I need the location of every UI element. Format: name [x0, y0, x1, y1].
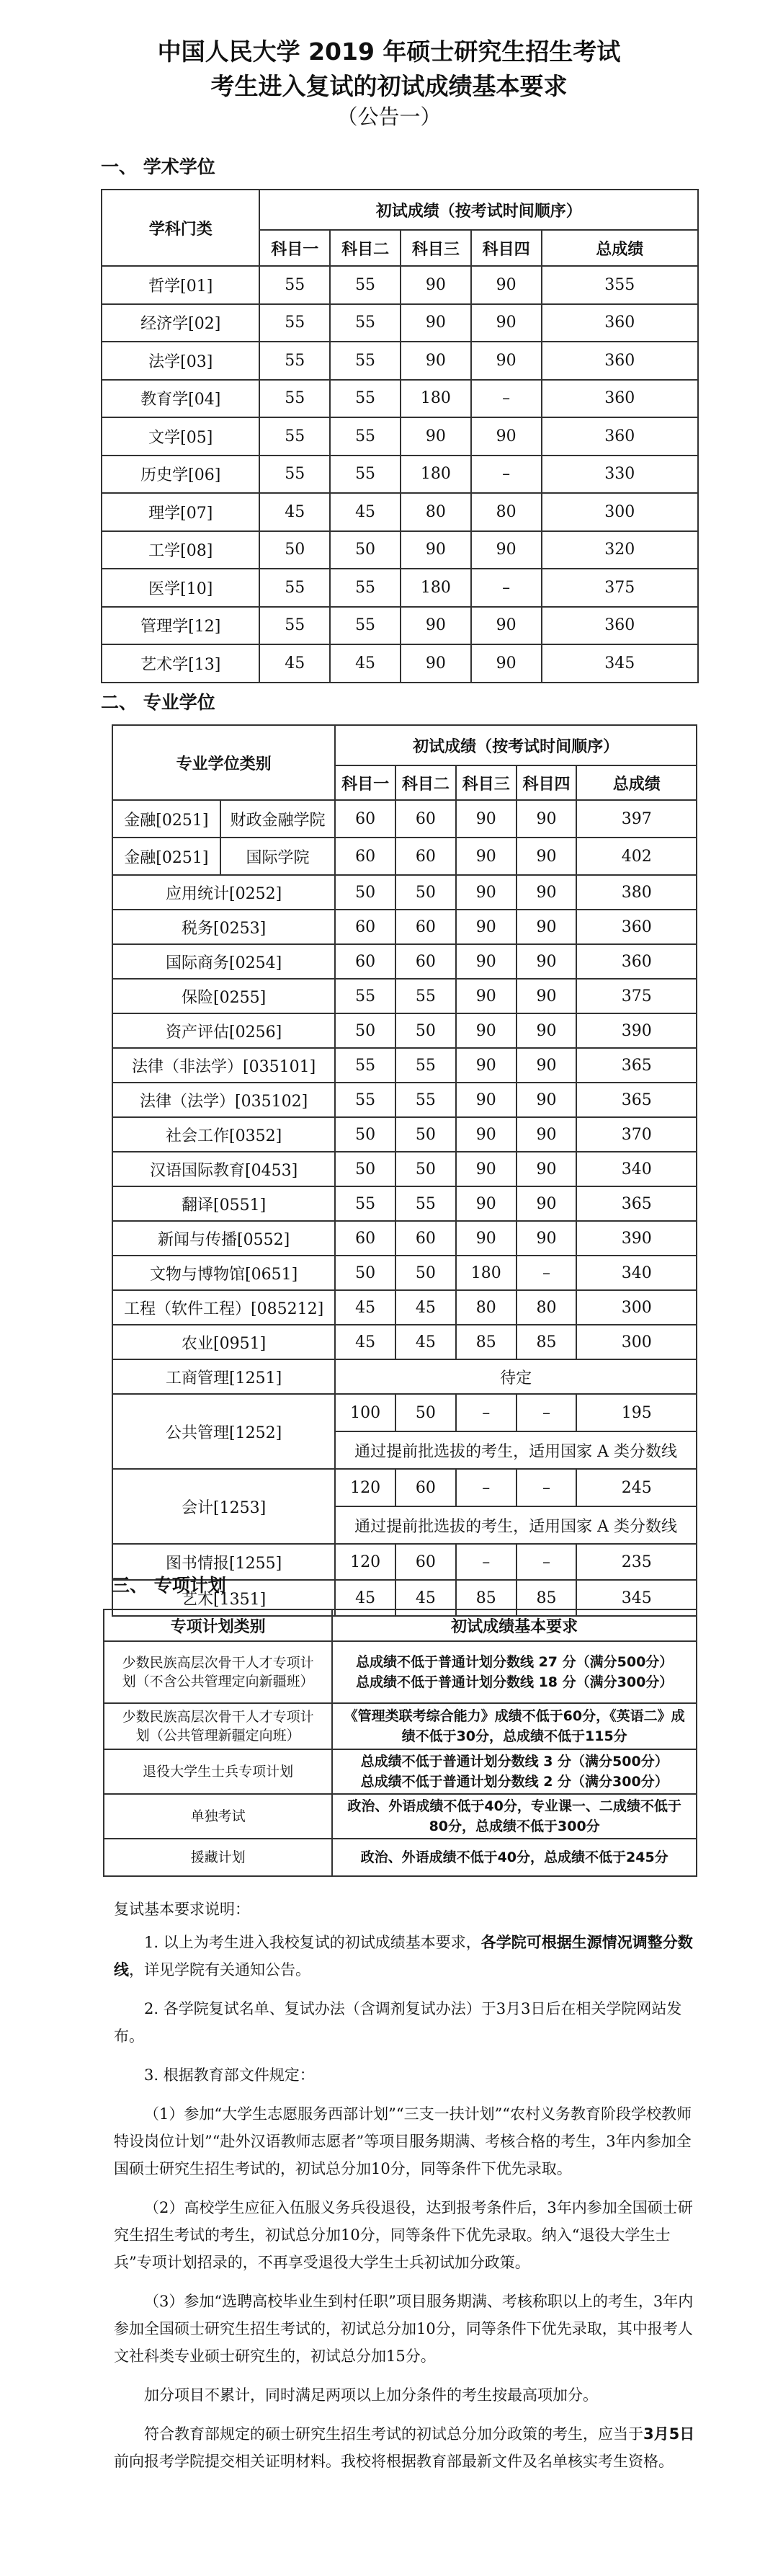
cell-s2: 45	[395, 1580, 456, 1616]
section-1-heading: 一、 学术学位	[101, 156, 215, 177]
cell-s3: 90	[401, 304, 471, 342]
cell-plan-requirement	[332, 1749, 697, 1794]
cell-s2: 60	[395, 1544, 456, 1580]
cell-s3: 90	[456, 1152, 517, 1186]
cell-category: 管理学[12]	[102, 607, 259, 645]
cell-s3: 180	[401, 380, 471, 418]
note-3: 3. 根据教育部文件规定：	[144, 2066, 315, 2084]
cell-s4: –	[517, 1544, 577, 1580]
table-row	[112, 1013, 697, 1048]
cell-s1: 100	[335, 1394, 395, 1431]
cell-s2: 55	[330, 607, 401, 645]
cell-s2: 60	[395, 800, 456, 838]
cell-category: 农业[0951]	[112, 1325, 335, 1359]
cell-category: 文物与博物馆[0651]	[112, 1256, 335, 1290]
cell-category: 工商管理[1251]	[112, 1359, 335, 1394]
table-row	[112, 838, 697, 875]
table-row	[112, 1152, 697, 1186]
note-6: （3）参加“选聘高校毕业生到村任职”项目服务期满、考核称职以上的考生，3年内参加全国硕士研究生招生考试的，初试总分加10分，同等条件下优先录取，其中报考人文社科类专业硕士研究生的，初试总分加15分。	[114, 2293, 694, 2365]
cell-s3: 90	[456, 979, 517, 1013]
cell-total: 390	[576, 1013, 697, 1048]
cell-s2: 55	[330, 304, 401, 342]
cell-s4: –	[471, 456, 542, 494]
cell-total: 365	[576, 1083, 697, 1117]
cell-s2: 60	[395, 838, 456, 875]
cell-s2: 50	[395, 1256, 456, 1290]
table-row	[102, 493, 698, 531]
cell-s1: 55	[335, 1048, 395, 1083]
cell-pending: 待定	[335, 1359, 697, 1394]
notes	[114, 1896, 697, 2487]
cell-s3: 180	[456, 1256, 517, 1290]
requirement-line: 政治、外语成绩不低于40分，专业课一、二成绩不低于80分，总成绩不低于300分	[347, 1798, 681, 1834]
cell-category: 工学[08]	[102, 531, 259, 569]
table-row	[104, 1839, 697, 1876]
table-row	[112, 1048, 697, 1083]
note-5: （2）高校学生应征入伍服义务兵役退役，达到报考条件后，3年内参加全国硕士研究生招生考试的考生，初试总分加10分，同等条件下优先录取。纳入“退役大学生士兵”专项计划招录的，不再享受退役大学生士兵初试加分政策。	[114, 2199, 693, 2271]
cell-category: 金融[0251]	[112, 838, 220, 875]
cell-s3: 90	[456, 800, 517, 838]
table-row	[112, 800, 697, 838]
cell-s3: 90	[456, 944, 517, 979]
table-row	[104, 1641, 697, 1703]
cell-s1: 50	[259, 531, 330, 569]
cell-s1: 45	[335, 1580, 395, 1616]
cell-s4: 85	[517, 1580, 577, 1616]
cell-s1: 60	[335, 838, 395, 875]
requirement-line: 总成绩不低于普通计划分数线 2 分（满分300分）	[360, 1774, 669, 1790]
table-row	[112, 1325, 697, 1359]
cell-s2: 60	[395, 1469, 456, 1506]
cell-s1: 50	[335, 875, 395, 910]
cell-total: 300	[576, 1325, 697, 1359]
note-8	[114, 2420, 697, 2475]
table-row	[112, 875, 697, 910]
cell-s2: 55	[330, 266, 401, 304]
cell-s4: –	[471, 380, 542, 418]
cell-s3: 90	[456, 1117, 517, 1152]
table-row	[104, 1794, 697, 1839]
table-row	[112, 1290, 697, 1325]
cell-school: 国际学院	[220, 838, 335, 875]
cell-s4: –	[517, 1394, 577, 1431]
cell-s2: 60	[395, 944, 456, 979]
title-line-3: （公告一）	[336, 105, 442, 129]
cell-total: 360	[542, 607, 698, 645]
section-3-heading: 三、 专项计划	[112, 1575, 226, 1596]
cell-s4: 90	[517, 1186, 577, 1221]
cell-plan-requirement	[332, 1794, 697, 1839]
note-7: 加分项目不累计，同时满足两项以上加分条件的考生按最高项加分。	[144, 2386, 598, 2404]
cell-total: 375	[542, 569, 698, 607]
cell-category: 新闻与传播[0552]	[112, 1221, 335, 1256]
cell-category: 汉语国际教育[0453]	[112, 1152, 335, 1186]
cell-s1: 55	[259, 417, 330, 456]
table-row	[112, 1469, 697, 1506]
table-row	[102, 380, 698, 418]
note-4: （1）参加“大学生志愿服务西部计划”“三支一扶计划”“农村义务教育阶段学校教师特设岗位计划”“赴外汉语教师志愿者”等项目服务期满、考核合格的考生，3年内参加全国硕士研究生招生考试的，初试总分加10分，同等条件下优先录取。	[114, 2105, 692, 2177]
cell-category: 图书情报[1255]	[112, 1544, 335, 1580]
col-s1: 科目一	[259, 230, 330, 266]
cell-total: 320	[542, 531, 698, 569]
cell-s1: 50	[335, 1117, 395, 1152]
cell-s2: 55	[330, 417, 401, 456]
cell-category: 法律（法学）[035102]	[112, 1083, 335, 1117]
col-category: 专业学位类别	[112, 725, 335, 800]
cell-s1: 55	[259, 380, 330, 418]
cell-category: 法学[03]	[102, 342, 259, 380]
cell-plan-type: 少数民族高层次骨干人才专项计划（不含公共管理定向新疆班）	[104, 1641, 332, 1703]
cell-total: 360	[576, 944, 697, 979]
cell-s3: 85	[456, 1580, 517, 1616]
cell-total: 375	[576, 979, 697, 1013]
table-row	[112, 1394, 697, 1431]
table-row	[102, 304, 698, 342]
col-req: 初试成绩基本要求	[332, 1609, 697, 1641]
table-row	[102, 607, 698, 645]
cell-s1: 55	[335, 979, 395, 1013]
cell-s1: 55	[259, 569, 330, 607]
cell-s2: 55	[395, 979, 456, 1013]
cell-category: 艺术[1351]	[112, 1580, 335, 1616]
cell-category: 理学[07]	[102, 493, 259, 531]
cell-s3: 90	[401, 417, 471, 456]
cell-s1: 55	[259, 342, 330, 380]
cell-s1: 55	[259, 304, 330, 342]
table-row	[112, 1117, 697, 1152]
cell-school: 财政金融学院	[220, 800, 335, 838]
cell-s4: 90	[517, 979, 577, 1013]
cell-s3: 90	[401, 531, 471, 569]
cell-total: 330	[542, 456, 698, 494]
cell-s2: 55	[330, 342, 401, 380]
cell-total: 360	[542, 342, 698, 380]
cell-s4: 90	[517, 1221, 577, 1256]
table-row	[102, 569, 698, 607]
cell-s1: 50	[335, 1256, 395, 1290]
cell-s3: –	[456, 1544, 517, 1580]
cell-s3: 90	[456, 838, 517, 875]
col-category: 学科门类	[102, 190, 259, 266]
cell-s1: 60	[335, 910, 395, 944]
cell-s4: –	[471, 569, 542, 607]
cell-plan-requirement	[332, 1703, 697, 1749]
cell-s4: 80	[517, 1290, 577, 1325]
cell-s4: –	[517, 1469, 577, 1506]
cell-s1: 45	[259, 493, 330, 531]
cell-total: 355	[542, 266, 698, 304]
col-s1: 科目一	[335, 765, 395, 800]
cell-total: 380	[576, 875, 697, 910]
cell-s2: 45	[330, 644, 401, 683]
cell-category: 医学[10]	[102, 569, 259, 607]
col-total: 总成绩	[576, 765, 697, 800]
cell-s3: 90	[401, 266, 471, 304]
cell-s4: 90	[517, 875, 577, 910]
cell-total: 195	[576, 1394, 697, 1431]
cell-category: 哲学[01]	[102, 266, 259, 304]
cell-s2: 50	[395, 1117, 456, 1152]
cell-total: 235	[576, 1544, 697, 1580]
cell-s3: 90	[401, 607, 471, 645]
cell-category: 会计[1253]	[112, 1469, 335, 1544]
col-s3: 科目三	[401, 230, 471, 266]
col-type: 专项计划类别	[104, 1609, 332, 1641]
col-total: 总成绩	[542, 230, 698, 266]
cell-category: 翻译[0551]	[112, 1186, 335, 1221]
title-line-1: 中国人民大学 2019 年硕士研究生招生考试	[157, 37, 621, 66]
cell-s3: 90	[456, 875, 517, 910]
cell-total: 300	[576, 1290, 697, 1325]
cell-total: 370	[576, 1117, 697, 1152]
note-8-tail: 前向报考学院提交相关证明材料。我校将根据教育部最新文件及名单核实考生资格。	[114, 2453, 674, 2470]
table-row	[112, 979, 697, 1013]
cell-s1: 55	[335, 1083, 395, 1117]
cell-s4: 90	[471, 607, 542, 645]
cell-total: 360	[576, 910, 697, 944]
cell-s3: 80	[456, 1290, 517, 1325]
table-row	[102, 644, 698, 683]
table-row	[104, 1749, 697, 1794]
cell-category: 金融[0251]	[112, 800, 220, 838]
cell-s2: 50	[395, 1152, 456, 1186]
requirement-line: 政治、外语成绩不低于40分，总成绩不低于245分	[360, 1849, 669, 1865]
cell-plan-requirement	[332, 1641, 697, 1703]
cell-s3: 90	[456, 1048, 517, 1083]
cell-s3: –	[456, 1394, 517, 1431]
cell-s2: 45	[395, 1325, 456, 1359]
cell-total: 300	[542, 493, 698, 531]
table-row	[102, 531, 698, 569]
cell-s4: 90	[471, 417, 542, 456]
cell-category: 历史学[06]	[102, 456, 259, 494]
cell-s3: 180	[401, 569, 471, 607]
cell-plan-type: 少数民族高层次骨干人才专项计划（公共管理新疆定向班）	[104, 1703, 332, 1749]
cell-s1: 60	[335, 944, 395, 979]
requirement-line: 总成绩不低于普通计划分数线 18 分（满分300分）	[355, 1674, 674, 1690]
cell-total: 402	[576, 838, 697, 875]
table-row	[112, 910, 697, 944]
cell-category: 资产评估[0256]	[112, 1013, 335, 1048]
col-s2: 科目二	[395, 765, 456, 800]
cell-s1: 120	[335, 1544, 395, 1580]
cell-s3: 90	[456, 1013, 517, 1048]
cell-s2: 60	[395, 1221, 456, 1256]
cell-s4: 90	[517, 1152, 577, 1186]
cell-s4: 90	[471, 304, 542, 342]
cell-total: 360	[542, 417, 698, 456]
cell-category: 保险[0255]	[112, 979, 335, 1013]
note-1	[114, 1929, 697, 1984]
note-1-text: 1. 以上为考生进入我校复试的初试成绩基本要求，	[144, 1934, 481, 1951]
cell-total: 360	[542, 380, 698, 418]
requirement-line: 总成绩不低于普通计划分数线 27 分（满分500分）	[355, 1654, 674, 1670]
cell-s1: 45	[259, 644, 330, 683]
cell-note: 通过提前批选拔的考生，适用国家 A 类分数线	[335, 1506, 697, 1544]
cell-s2: 45	[395, 1290, 456, 1325]
cell-s4: 80	[471, 493, 542, 531]
cell-s1: 50	[335, 1152, 395, 1186]
cell-category: 经济学[02]	[102, 304, 259, 342]
cell-total: 245	[576, 1469, 697, 1506]
cell-s1: 60	[335, 800, 395, 838]
cell-total: 340	[576, 1256, 697, 1290]
requirement-line: 总成绩不低于普通计划分数线 3 分（满分500分）	[360, 1754, 669, 1769]
table-row	[112, 1221, 697, 1256]
cell-s2: 55	[395, 1186, 456, 1221]
table-row	[112, 1083, 697, 1117]
special-plan-table	[103, 1609, 697, 1877]
cell-s1: 120	[335, 1469, 395, 1506]
cell-total: 360	[542, 304, 698, 342]
cell-s1: 50	[335, 1013, 395, 1048]
cell-note: 通过提前批选拔的考生，适用国家 A 类分数线	[335, 1431, 697, 1469]
cell-s2: 55	[330, 380, 401, 418]
cell-plan-type: 单独考试	[104, 1794, 332, 1839]
cell-s3: 90	[456, 1221, 517, 1256]
table-row	[112, 1359, 697, 1394]
cell-plan-type: 退役大学生士兵专项计划	[104, 1749, 332, 1794]
cell-s1: 55	[259, 607, 330, 645]
cell-s2: 60	[395, 910, 456, 944]
cell-s4: 90	[471, 531, 542, 569]
cell-s2: 50	[395, 1013, 456, 1048]
col-s3: 科目三	[456, 765, 517, 800]
table-row	[104, 1703, 697, 1749]
col-group: 初试成绩（按考试时间顺序）	[335, 725, 697, 765]
cell-s4: –	[517, 1256, 577, 1290]
table-row	[112, 1256, 697, 1290]
cell-s3: –	[456, 1469, 517, 1506]
cell-s4: 90	[471, 266, 542, 304]
academic-degree-table	[101, 189, 699, 683]
cell-s1: 55	[335, 1186, 395, 1221]
cell-s4: 90	[517, 910, 577, 944]
note-8-text: 符合教育部规定的硕士研究生招生考试的初试总分加分政策的考生，应当于	[144, 2425, 643, 2443]
cell-category: 应用统计[0252]	[112, 875, 335, 910]
cell-s3: 85	[456, 1325, 517, 1359]
cell-s4: 90	[517, 944, 577, 979]
cell-total: 365	[576, 1048, 697, 1083]
col-s4: 科目四	[517, 765, 577, 800]
title-line-2: 考生进入复试的初试成绩基本要求	[210, 72, 568, 100]
cell-s1: 45	[335, 1290, 395, 1325]
note-2: 2. 各学院复试名单、复试办法（含调剂复试办法）于3月3日后在相关学院网站发布。	[114, 2000, 682, 2045]
cell-category: 公共管理[1252]	[112, 1394, 335, 1469]
cell-s3: 90	[456, 1083, 517, 1117]
cell-s4: 90	[517, 800, 577, 838]
cell-s2: 50	[330, 531, 401, 569]
table-row	[102, 342, 698, 380]
cell-s4: 90	[517, 838, 577, 875]
cell-s3: 90	[401, 342, 471, 380]
cell-category: 教育学[04]	[102, 380, 259, 418]
cell-s3: 90	[401, 644, 471, 683]
cell-s4: 90	[471, 644, 542, 683]
cell-s2: 55	[395, 1048, 456, 1083]
col-s2: 科目二	[330, 230, 401, 266]
col-s4: 科目四	[471, 230, 542, 266]
cell-s3: 90	[456, 1186, 517, 1221]
cell-category: 文学[05]	[102, 417, 259, 456]
note-1-bold: 各学院可根据生源情况调整分数线	[114, 1934, 693, 1978]
notes-heading: 复试基本要求说明：	[114, 1901, 250, 1918]
note-8-bold: 3月5日	[643, 2425, 695, 2443]
table-row	[112, 1186, 697, 1221]
cell-s4: 85	[517, 1325, 577, 1359]
cell-s4: 90	[471, 342, 542, 380]
professional-degree-table	[112, 724, 697, 1617]
cell-s2: 50	[395, 875, 456, 910]
cell-s2: 55	[330, 569, 401, 607]
cell-plan-requirement	[332, 1839, 697, 1876]
cell-total: 340	[576, 1152, 697, 1186]
cell-s1: 60	[335, 1221, 395, 1256]
cell-total: 365	[576, 1186, 697, 1221]
cell-s3: 90	[456, 910, 517, 944]
requirement-line: 《管理类联考综合能力》成绩不低于60分，《英语二》成绩不低于30分，总成绩不低于115分	[344, 1708, 685, 1744]
cell-s1: 45	[335, 1325, 395, 1359]
cell-s4: 90	[517, 1013, 577, 1048]
cell-s4: 90	[517, 1048, 577, 1083]
table-row	[102, 456, 698, 494]
cell-category: 税务[0253]	[112, 910, 335, 944]
cell-s2: 55	[330, 456, 401, 494]
cell-category: 法律（非法学）[035101]	[112, 1048, 335, 1083]
section-2-heading: 二、 专业学位	[101, 692, 215, 713]
cell-s2: 50	[395, 1394, 456, 1431]
table-row	[112, 944, 697, 979]
table-row	[102, 266, 698, 304]
cell-total: 390	[576, 1221, 697, 1256]
cell-plan-type: 援藏计划	[104, 1839, 332, 1876]
cell-s4: 90	[517, 1083, 577, 1117]
cell-category: 国际商务[0254]	[112, 944, 335, 979]
cell-s1: 55	[259, 456, 330, 494]
cell-total: 345	[576, 1580, 697, 1616]
table-row	[102, 417, 698, 456]
cell-category: 艺术学[13]	[102, 644, 259, 683]
cell-s2: 45	[330, 493, 401, 531]
note-1-tail: ，详见学院有关通知公告。	[129, 1961, 310, 1978]
cell-s1: 55	[259, 266, 330, 304]
cell-s4: 90	[517, 1117, 577, 1152]
cell-s3: 180	[401, 456, 471, 494]
cell-s3: 80	[401, 493, 471, 531]
cell-category: 社会工作[0352]	[112, 1117, 335, 1152]
col-group: 初试成绩（按考试时间顺序）	[259, 190, 698, 230]
cell-category: 工程（软件工程）[085212]	[112, 1290, 335, 1325]
cell-total: 345	[542, 644, 698, 683]
cell-total: 397	[576, 800, 697, 838]
cell-s2: 55	[395, 1083, 456, 1117]
